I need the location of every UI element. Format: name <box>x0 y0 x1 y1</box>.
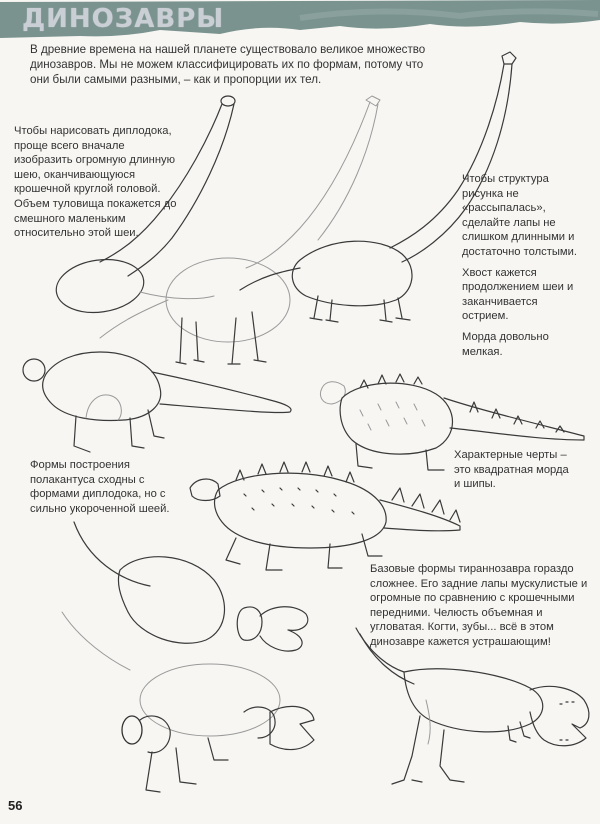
polacanthus-construction-sketch <box>23 352 291 452</box>
page-number: 56 <box>8 798 23 813</box>
trex-note: Базовые формы тираннозавра гораздо сложнее. Его задние лапы мускулистые и огромные по сравнению с крошечными передними. Челюсть объемная и угловатая. Когти, зубы... всё в этом динозавре кажется устрашающим! <box>370 563 588 648</box>
polacanthus-note: Формы построения полакантуса сходны с формами диплодока, но с сильно укороченной шеей. <box>30 459 170 515</box>
diplodocus-right-notes <box>462 172 582 365</box>
diplodocus-right-note-3: Морда довольно мелкая. <box>462 330 549 358</box>
diplodocus-right-note-1: Чтобы структура рисунка не «рассыпалась», сделайте лапы не слишком длинными и достаточно толстыми. <box>462 173 577 258</box>
trex-construction-sketch <box>62 522 314 792</box>
polacanthus-final-sketch <box>190 462 460 570</box>
trex-final-sketch <box>356 628 589 784</box>
features-note: Характерные черты – это квадратная морда и шипы. <box>454 449 569 491</box>
diplodocus-left-note: Чтобы нарисовать диплодока, проще всего вначале изобразить огромную длинную шею, оканчивающуюся крошечной круглой головой. Объем туловища покажется до смешного маленьким относительно этой шеи. <box>14 125 177 240</box>
intro-paragraph: В древние времена на нашей планете существовало великое множество динозавров. Мы не можем классифицировать их по формам, потому что они были самыми разными, – как и пропорции их тел. <box>30 43 426 87</box>
page-title: ДИНОЗАВРЫ <box>22 4 225 34</box>
diplodocus-right-note-2: Хвост кажется продолжением шеи и заканчивается острием. <box>462 266 574 323</box>
